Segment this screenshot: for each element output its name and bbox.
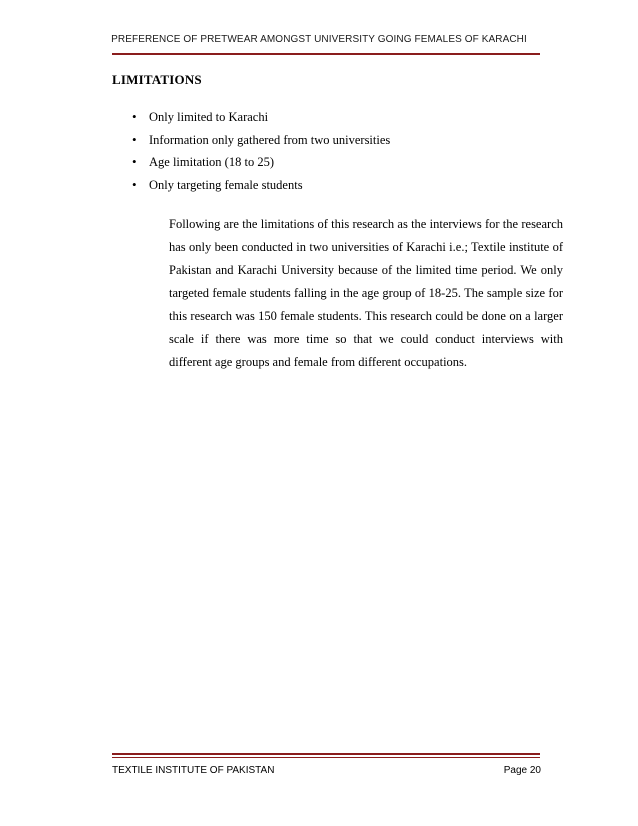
footer-rule <box>112 753 540 755</box>
list-item-text: Information only gathered from two universities <box>149 132 391 147</box>
page-number: Page 20 <box>503 765 541 776</box>
header-rule <box>112 53 540 55</box>
list-item-text: Age limitation (18 to 25) <box>149 155 274 170</box>
bullet-icon: • <box>132 154 137 170</box>
list-item-text: Only targeting female students <box>149 178 303 193</box>
section-heading: LIMITATIONS <box>112 72 202 87</box>
list-item <box>132 132 390 155</box>
bullet-icon: • <box>132 131 137 147</box>
footer-institution: TEXTILE INSTITUTE OF PAKISTAN <box>112 765 275 776</box>
list-item <box>132 154 390 177</box>
footer-rule-thin <box>112 757 540 758</box>
list-item-text: Only limited to Karachi <box>149 110 269 124</box>
bullet-icon: • <box>132 177 137 193</box>
list-item <box>132 177 390 200</box>
bullet-icon: • <box>132 109 137 124</box>
list-item <box>132 109 390 132</box>
limitations-list <box>132 109 390 200</box>
running-header: PREFERENCE OF PRETWEAR AMONGST UNIVERSITY GOING FEMALES OF KARACHI <box>111 34 527 45</box>
body-paragraph: Following are the limitations of this research as the interviews for the research has only been conducted in two universities of Karachi i.e.; Textile institute of Pakistan and Karachi University because of the limited time period. We only targeted female students falling in the age group of 18-25. The sample size for this research was 150 female students. This research could be done on a larger scale if there was more time so that we could conduct interviews with different age groups and female from different occupations. <box>169 217 563 369</box>
